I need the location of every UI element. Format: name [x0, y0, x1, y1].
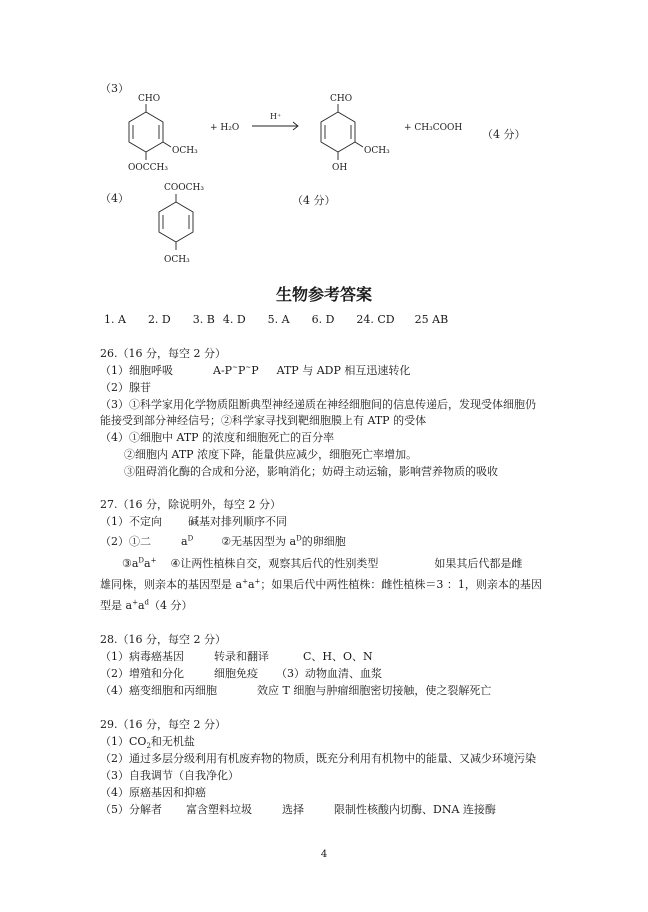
mc-answer: 24. CD [356, 313, 395, 326]
high-energy-bond: ~ [245, 363, 252, 372]
mc-answer: 3. B [192, 313, 215, 326]
q29-line-5 [100, 803, 496, 817]
q29-line-2: （2）通过多层分级利用有机废弃物的物质，既充分利用有机物中的能量、又减少环境污染 [100, 752, 536, 765]
q26-line-6: ②细胞内 ATP 浓度下降，能量供应减少，细胞死亡率增加。 [124, 448, 418, 461]
mc-answer: 25 AB [414, 313, 449, 326]
q27-answer: 雄同株，则亲本的基因型是 a [100, 578, 243, 591]
mc-answer: 4. D [222, 313, 246, 326]
mc-answer: 6. D [311, 313, 335, 326]
reactant-cho-label: CHO [138, 94, 161, 104]
subscript: 2 [146, 742, 151, 751]
q27-answer: a [144, 557, 151, 570]
q26-line-2: （2）腺苷 [100, 381, 151, 394]
q27-line-5 [100, 599, 192, 613]
q27-line-4 [100, 578, 542, 592]
q4-label: （4） [100, 192, 129, 205]
allele-superscript: + [254, 577, 261, 586]
q27-answer: 如果其后代都是雌 [434, 557, 523, 570]
q29-answer: 限制性核酸内切酶、DNA 连接酶 [334, 803, 496, 816]
q28-line-1 [100, 650, 373, 664]
q28-heading: 28.（16 分，每空 2 分） [100, 633, 226, 646]
chemistry-structures [0, 0, 648, 270]
mc-answer: 2. D [147, 313, 171, 326]
q28-line-2 [100, 667, 382, 681]
q29-answer: 选择 [282, 803, 304, 816]
q27-line-3 [122, 557, 522, 571]
biology-answers-title: 生物参考答案 [275, 285, 372, 304]
q27-answer: （1）不定向 [100, 515, 162, 528]
q28-answer: （2）增殖和分化 [100, 667, 184, 680]
q26-atp-p: P [251, 364, 259, 377]
q28-line-3 [100, 684, 491, 698]
q26-atp-p: P [237, 364, 246, 377]
product-benzene-ring [321, 112, 355, 152]
q27-heading: 27.（16 分，除说明外，每空 2 分） [100, 498, 281, 511]
mc-answers [104, 313, 448, 327]
q28-answer: 转录和翻译 [214, 650, 269, 663]
mc-answer: 5. A [267, 313, 290, 326]
q27-answer: ；如果后代中两性植株：雌性植株＝3 ：1，则亲本的基因 [260, 578, 542, 591]
q27-answer: ②无基因型为 a [221, 535, 297, 548]
catalyst-label: H⁺ [270, 112, 282, 121]
q27-answer: 的卵细胞 [301, 535, 346, 548]
q29-answer: （1）CO [100, 735, 147, 748]
q27-line-1 [100, 515, 287, 529]
q3-score: （4 分） [482, 128, 526, 141]
q4-ester-label: COOCH₃ [164, 183, 204, 193]
allele-superscript: D [138, 556, 145, 565]
q26-line-5: （4）①细胞中 ATP 的浓度和细胞死亡的百分率 [100, 431, 335, 444]
reactant-ester-label: OOCCH₃ [128, 163, 168, 173]
product-oh-label: OH [332, 163, 348, 173]
q27-answer: （2）①二 [100, 535, 151, 548]
q28-answer: C、H、O、N [303, 650, 373, 663]
acetic-acid-label: + CH₃COOH [404, 123, 463, 133]
q29-answer: （5）分解者 [100, 803, 162, 816]
allele-superscript: D [187, 534, 194, 543]
reactant-benzene-ring [129, 112, 163, 152]
q26-atp-structure: A-P [213, 364, 233, 377]
allele-superscript: + [132, 598, 138, 607]
q26-answer: ATP 与 ADP 相互迅速转化 [276, 364, 411, 377]
q29-answer: 富含塑料垃圾 [186, 803, 252, 816]
q28-answer: 效应 T 细胞与肿瘤细胞密切接触，使之裂解死亡 [257, 684, 492, 697]
q29-answer: 和无机盐 [150, 735, 195, 748]
q4-score: （4 分） [292, 194, 336, 207]
q3-label: （3） [100, 82, 129, 95]
q26-line-1 [100, 364, 410, 378]
q26-heading: 26.（16 分，每空 2 分） [100, 347, 226, 360]
q27-answer: a [137, 599, 145, 612]
allele-superscript: + [150, 556, 157, 565]
mc-answer: 1. A [104, 313, 126, 326]
reactant-och3-label: OCH₃ [172, 146, 198, 156]
product-cho-label: CHO [330, 94, 353, 104]
q26-line-3: （3）①科学家用化学物质阻断典型神经递质在神经细胞间的信息传递后，发现受体细胞仍 [100, 398, 536, 411]
allele-superscript: d [144, 598, 149, 607]
q28-answer: （3）动物血清、血浆 [276, 667, 382, 680]
q27-line-2 [100, 535, 346, 549]
q29-heading: 29.（16 分，每空 2 分） [100, 718, 226, 731]
q26-line-4: 能接受到部分神经信号；②科学家寻找到靶细胞膜上有 ATP 的受体 [100, 414, 427, 427]
q27-answer: ③a [122, 557, 139, 570]
q4-benzene-ring [159, 202, 193, 242]
q29-line-3: （3）自我调节（自我净化） [100, 769, 239, 782]
q27-answer: 碱基对排列顺序不同 [188, 515, 287, 528]
q26-answer: （1）细胞呼吸 [100, 364, 173, 377]
q28-answer: （1）病毒癌基因 [100, 650, 184, 663]
water-label: + H₂O [210, 123, 240, 133]
q28-answer: 细胞免疫 [214, 667, 258, 680]
q28-answer: （4）癌变细胞和丙细胞 [100, 684, 217, 697]
q27-answer: a [247, 578, 255, 591]
page-number: 4 [320, 849, 328, 860]
q29-line-4: （4）原癌基因和抑癌 [100, 786, 206, 799]
product-och3-label: OCH₃ [364, 146, 390, 156]
q27-answer: ④让两性植株自交，观察其后代的性别类型 [170, 557, 379, 570]
q27-answer: （4 分） [148, 599, 193, 612]
q29-line-1 [100, 735, 195, 749]
q27-answer: a [181, 535, 188, 548]
high-energy-bond: ~ [232, 363, 238, 372]
q27-answer: 型是 a [100, 599, 133, 612]
allele-superscript: D [296, 534, 302, 543]
allele-superscript: + [242, 577, 248, 586]
q4-och3-label: OCH₃ [164, 255, 190, 265]
q26-line-7: ③阻碍消化酶的合成和分泌，影响消化；妨碍主动运输，影响营养物质的吸收 [124, 465, 498, 478]
